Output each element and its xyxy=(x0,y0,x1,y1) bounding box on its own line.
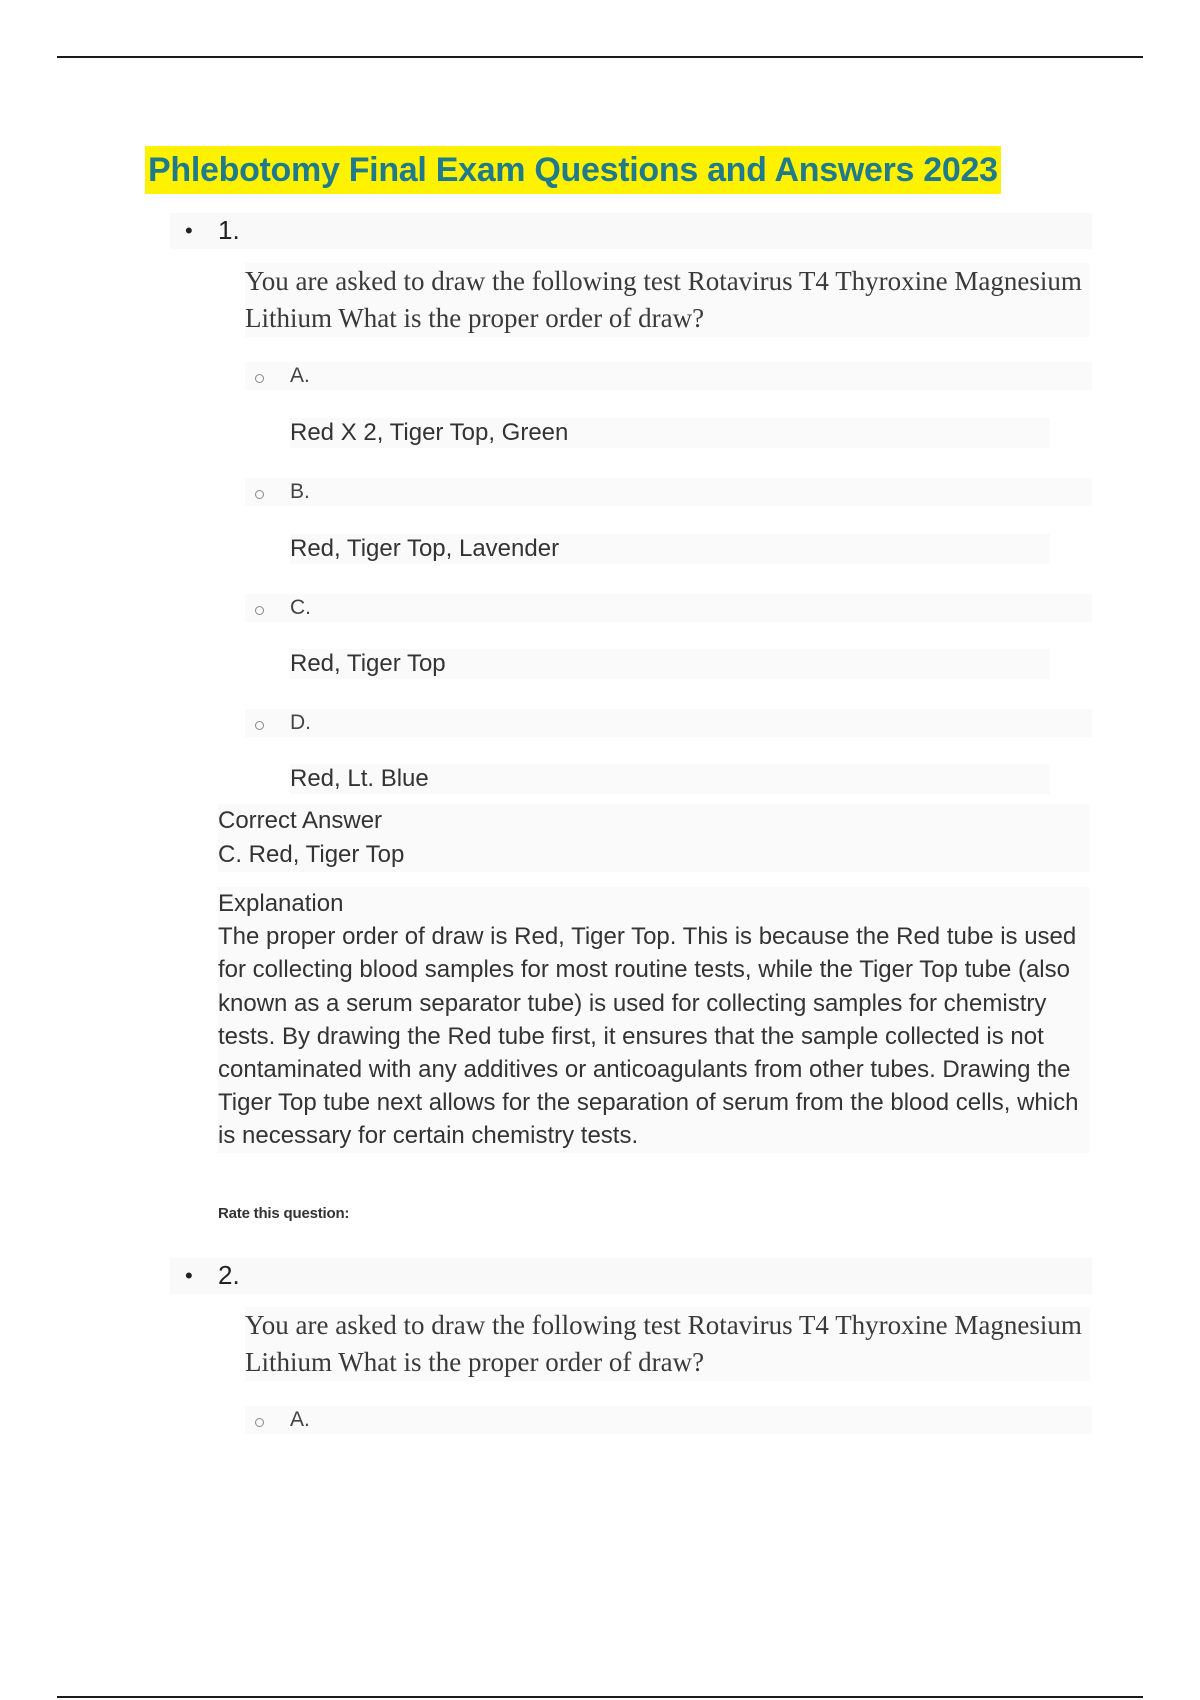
top-rule xyxy=(57,56,1143,58)
correct-answer-text: C. Red, Tiger Top xyxy=(218,841,405,868)
bullet-icon: • xyxy=(185,218,193,243)
radio-circle-icon[interactable] xyxy=(255,374,264,383)
option-d[interactable] xyxy=(245,709,1092,737)
radio-circle-icon[interactable] xyxy=(255,606,264,615)
question-number: 1. xyxy=(218,215,240,245)
radio-circle-icon[interactable] xyxy=(255,490,264,499)
option-a[interactable] xyxy=(245,362,1092,390)
option-a[interactable] xyxy=(245,1406,1092,1434)
option-letter: D. xyxy=(290,711,311,734)
question-number-row xyxy=(170,213,1092,249)
option-text: Red X 2, Tiger Top, Green xyxy=(290,418,1050,448)
question-number-row xyxy=(170,1258,1092,1294)
option-letter: C. xyxy=(290,596,311,619)
option-letter: A. xyxy=(290,1408,310,1431)
radio-circle-icon[interactable] xyxy=(255,1418,264,1427)
option-text: Red, Lt. Blue xyxy=(290,764,1050,794)
question-stem: You are asked to draw the following test Rotavirus T4 Thyroxine Magnesium Lithium What is the proper order of draw? xyxy=(245,1307,1090,1381)
page-title: Phlebotomy Final Exam Questions and Answers 2023 xyxy=(145,146,1001,194)
explanation-block xyxy=(218,887,1090,1153)
explanation-text: The proper order of draw is Red, Tiger Top. This is because the Red tube is used for collecting blood samples for most routine tests, while the Tiger Top tube (also known as a serum separator tube) is used for collecting samples for chemistry tests. By drawing the Red tube first, it ensures that the sample collected is not contaminated with any additives or anticoagulants from other tubes. Drawing the Tiger Top tube next allows for the separation of serum from the blood cells, which is necessary for certain chemistry tests. xyxy=(218,923,1079,1150)
bottom-rule xyxy=(57,1696,1143,1698)
bullet-icon: • xyxy=(185,1263,193,1288)
option-text: Red, Tiger Top xyxy=(290,649,1050,679)
option-b[interactable] xyxy=(245,478,1092,506)
question-stem: You are asked to draw the following test Rotavirus T4 Thyroxine Magnesium Lithium What is the proper order of draw? xyxy=(245,263,1090,337)
radio-circle-icon[interactable] xyxy=(255,721,264,730)
correct-answer-block xyxy=(218,804,1090,872)
option-c[interactable] xyxy=(245,594,1092,622)
correct-answer-label: Correct Answer xyxy=(218,807,383,834)
rate-question-label: Rate this question: xyxy=(218,1205,350,1222)
question-number: 2. xyxy=(218,1260,240,1290)
option-letter: B. xyxy=(290,480,310,503)
option-letter: A. xyxy=(290,364,310,387)
explanation-label: Explanation xyxy=(218,890,344,917)
option-text: Red, Tiger Top, Lavender xyxy=(290,534,1050,564)
